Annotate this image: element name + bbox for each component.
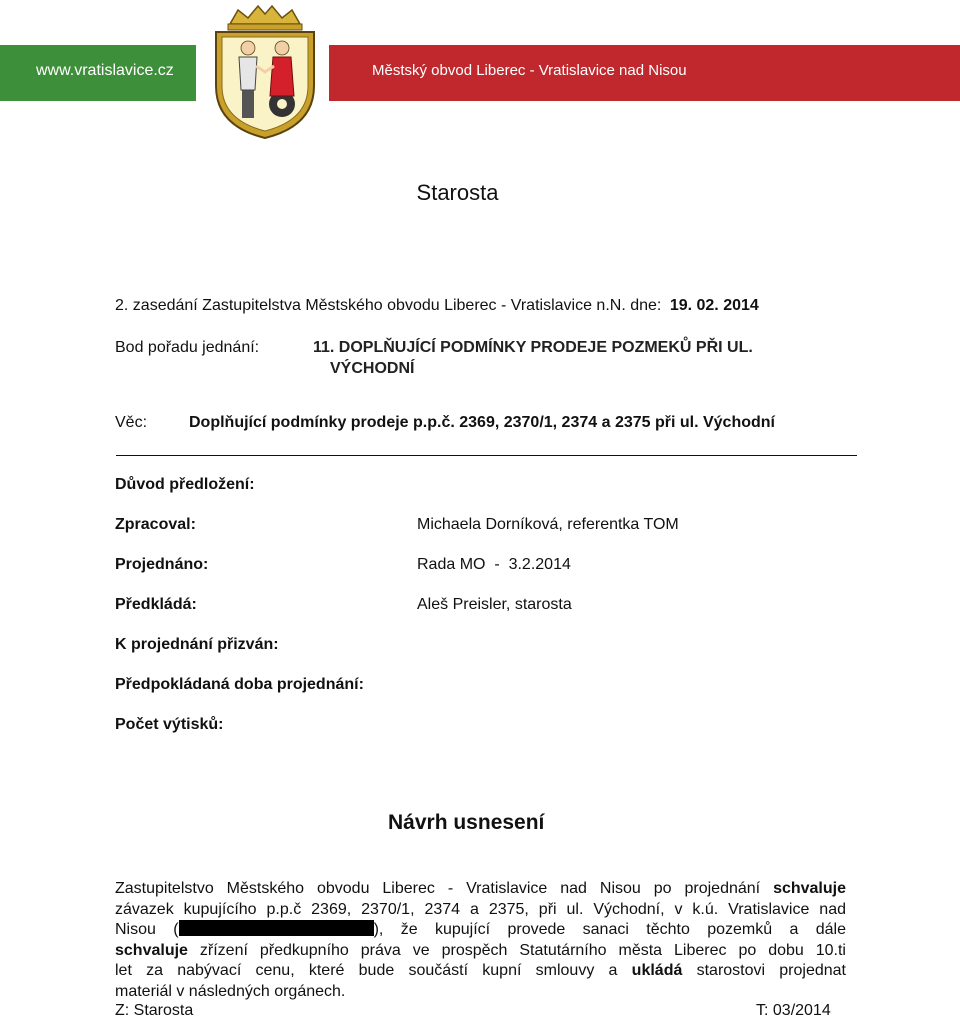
meeting-date: 19. 02. 2014 (669, 297, 759, 314)
responsible-person: Z: Starosta (115, 1002, 194, 1019)
divider-rule (116, 455, 857, 456)
page-title: Starosta (416, 180, 499, 205)
proposal-line-6: materiál v následných orgánech. (115, 982, 346, 1000)
subject-value: Doplňující podmínky prodeje p.p.č. 2369, 2370/1, 2374 a 2375 při ul. Východní (189, 414, 775, 431)
copies-label: Počet výtisků: (115, 716, 224, 733)
subject-label: Věc: (115, 414, 148, 431)
agenda-label: Bod pořadu jednání: (115, 339, 260, 356)
agenda-line-2: VÝCHODNÍ (330, 360, 415, 377)
agenda-line-1: 11. DOPLŇUJÍCÍ PODMÍNKY PRODEJE POZMEKŮ PŘI UL. (313, 339, 753, 356)
proposal-line-5: let za nabývací cenu, které bude součástí kupní smlouvy a ukládá starostovi projednat (115, 962, 846, 979)
proposal-line-2: závazek kupujícího p.p.č 2369, 2370/1, 2374 a 2375, při ul. Východní, v k.ú. Vratislavice nad (115, 900, 846, 918)
proposal-heading: Návrh usnesení (388, 811, 545, 834)
invited-label: K projednání přizván: (115, 636, 279, 653)
deadline: T: 03/2014 (756, 1002, 831, 1019)
prepared-label: Zpracoval: (115, 516, 196, 533)
discussed-value: Rada MO - 3.2.2014 (417, 556, 571, 573)
submits-label: Předkládá: (115, 596, 197, 613)
duration-label: Předpokládaná doba projednání: (115, 676, 364, 693)
site-url-link[interactable]: www.vratislavice.cz (36, 62, 174, 79)
proposal-line-1: Zastupitelstvo Městského obvodu Liberec - Vratislavice nad Nisou po projednání schvaluje (115, 880, 846, 897)
discussed-label: Projednáno: (115, 556, 209, 573)
proposal-text (115, 879, 846, 1002)
proposal-line-3: Nisou ( ), že kupující provede sanaci těchto pozemků a dále (115, 921, 846, 938)
reason-label: Důvod předložení: (115, 476, 255, 493)
submits-value: Aleš Preisler, starosta (417, 596, 572, 613)
prepared-value: Michaela Dorníková, referentka TOM (417, 516, 679, 533)
proposal-line-4: schvaluje zřízení předkupního práva ve prospěch Statutárního města Liberec po dobu 10.ti (115, 941, 846, 959)
meeting-line (115, 297, 759, 315)
coat-of-arms-icon (208, 4, 322, 140)
redaction-block (179, 920, 374, 936)
header-title: Městský obvod Liberec - Vratislavice nad Nisou (372, 62, 687, 79)
meeting-text: 2. zasedání Zastupitelstva Městského obvodu Liberec - Vratislavice n.N. dne: (115, 297, 662, 314)
